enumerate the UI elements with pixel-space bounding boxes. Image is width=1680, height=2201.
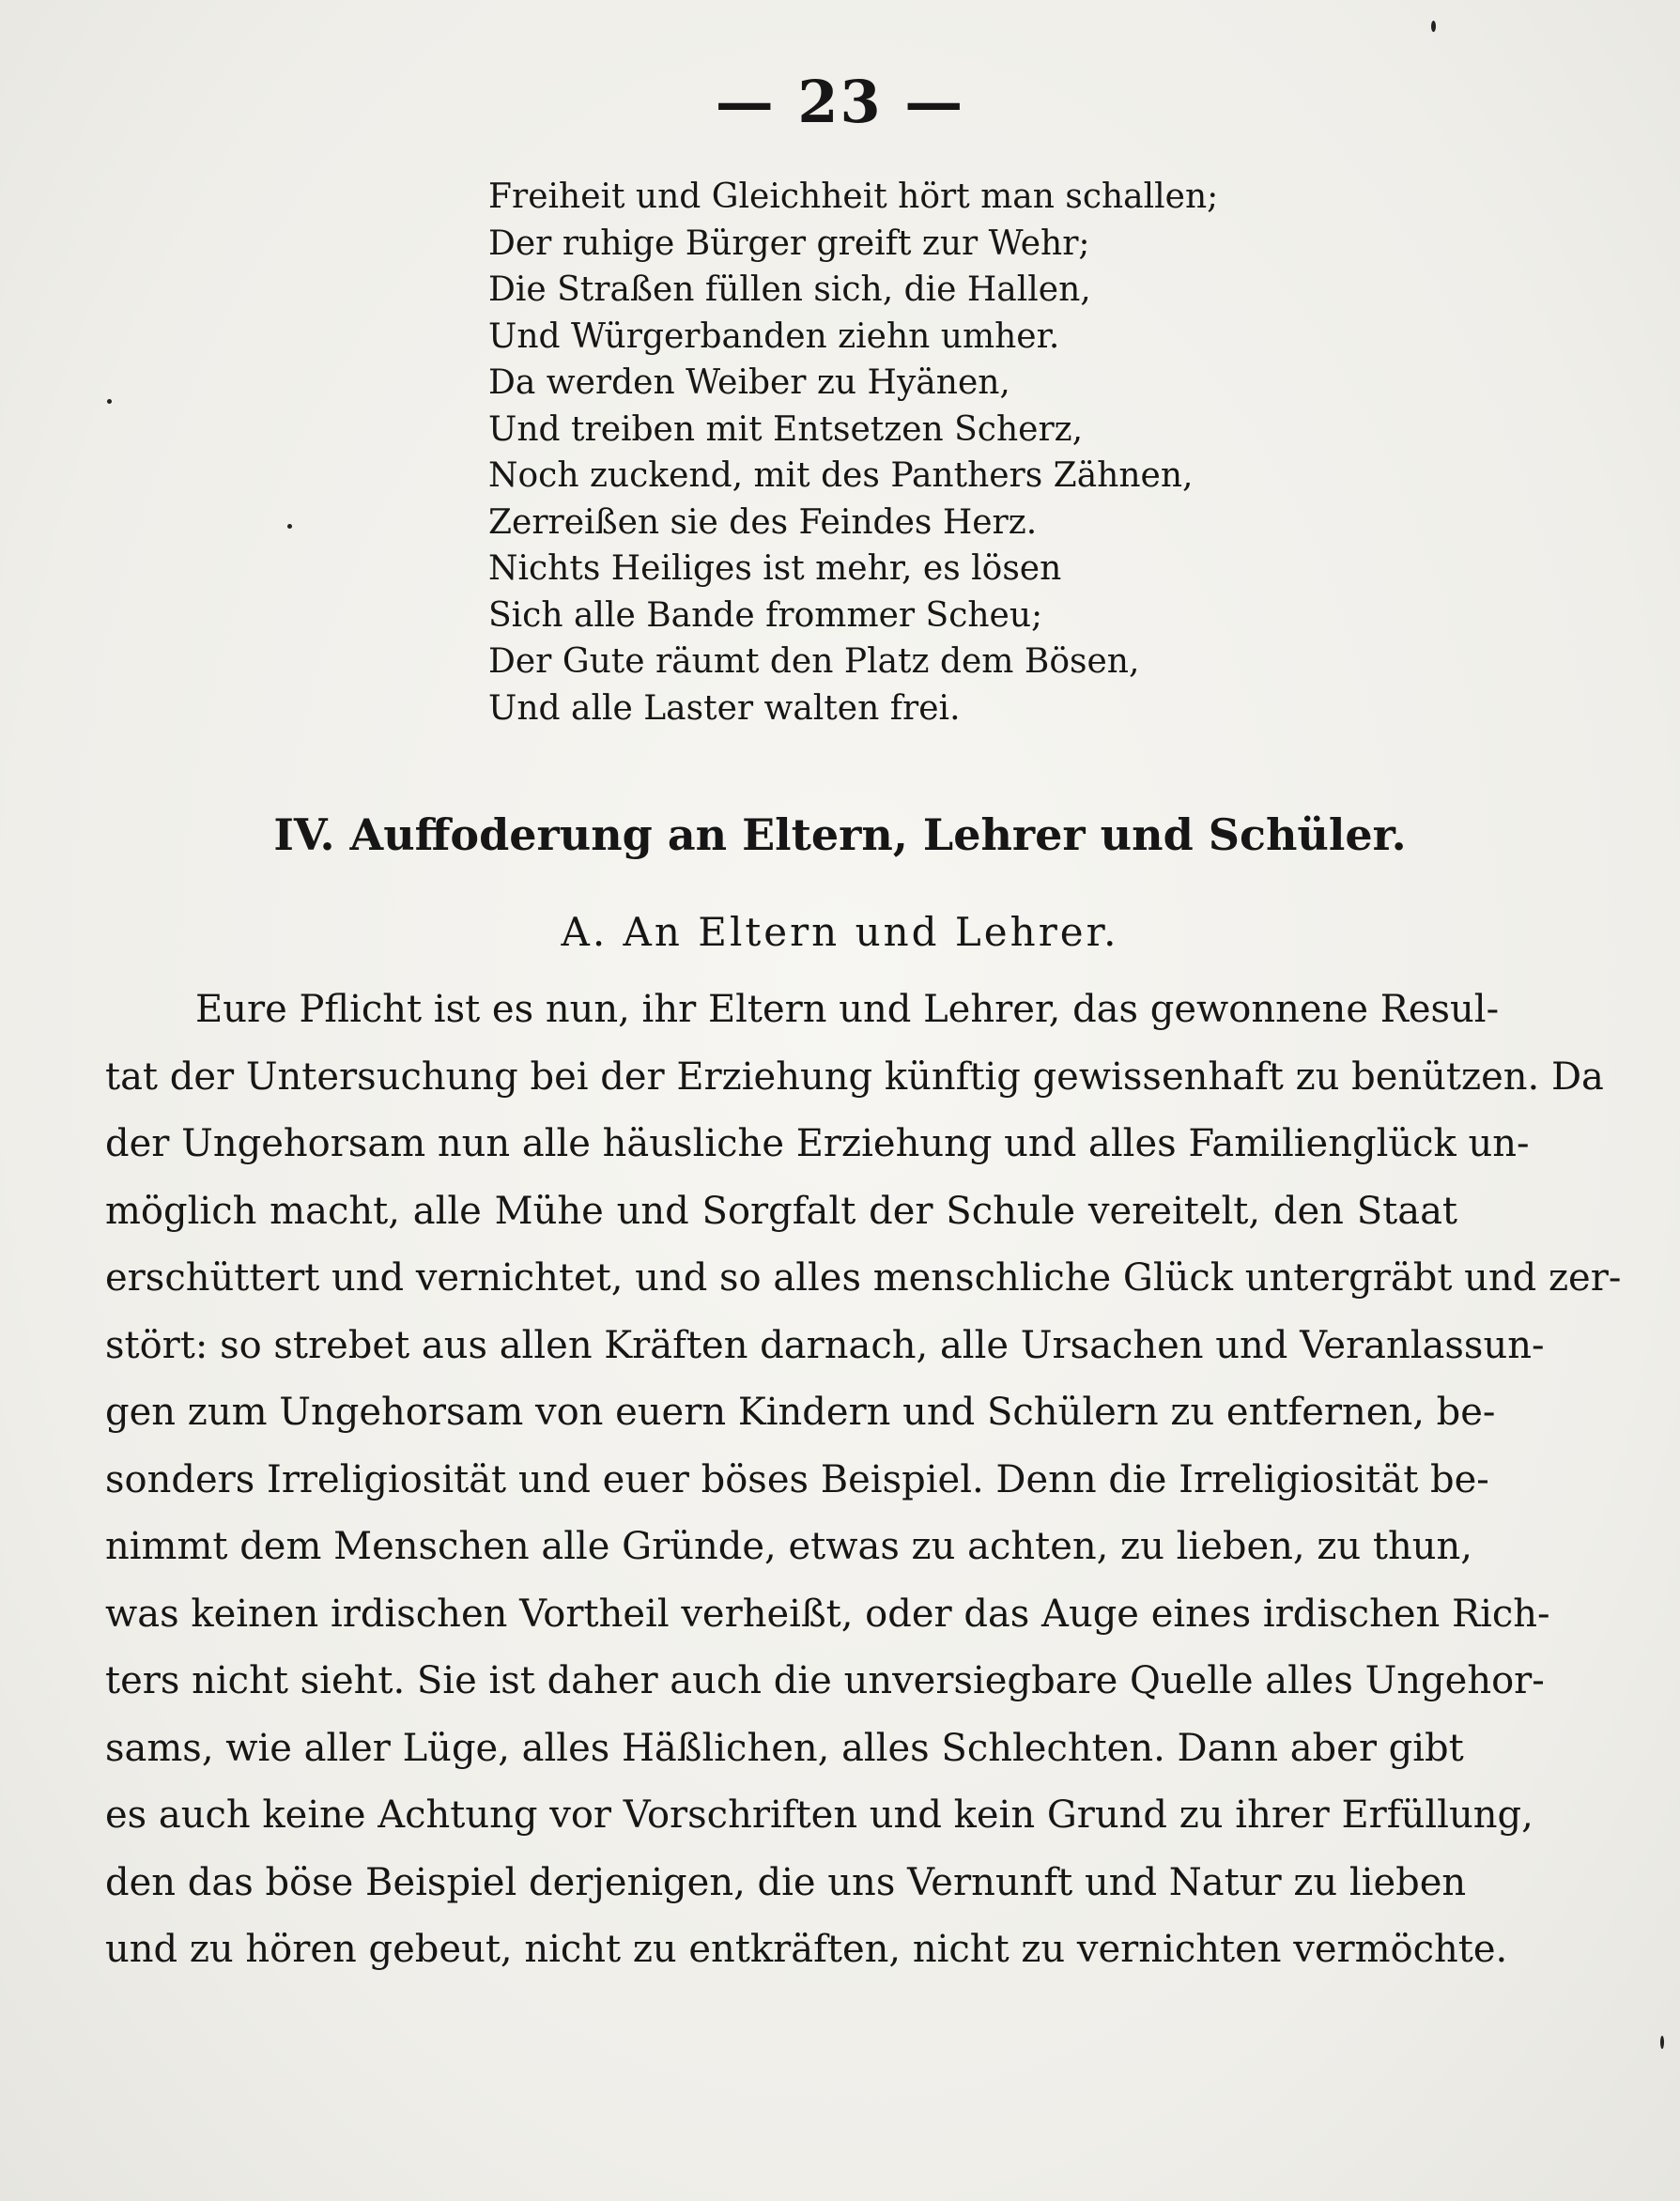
page-number: — 23 — [715, 68, 965, 136]
ink-speck [107, 399, 112, 404]
paragraph-line: möglich macht, alle Mühe und Sorgfalt der Schule vereitelt, den Staat [105, 1189, 1457, 1233]
body-paragraph [105, 977, 1622, 1984]
poem-line: Der ruhige Bürger greift zur Wehr; [488, 223, 1090, 263]
poem-line: Sich alle Bande frommer Scheu; [488, 595, 1043, 635]
poem-line: Zerreißen sie des Feindes Herz. [488, 502, 1038, 542]
paragraph-line: sams, wie aller Lüge, alles Häßlichen, alles Schlechten. Dann aber gibt [105, 1726, 1464, 1770]
poem-stanza [488, 174, 1258, 731]
paragraph-line: es auch keine Achtung vor Vorschriften und kein Grund zu ihrer Erfüllung, [105, 1793, 1534, 1837]
ink-speck [1431, 21, 1436, 32]
paragraph-line: erschüttert und vernichtet, und so alles menschliche Glück untergräbt und zer- [105, 1256, 1622, 1300]
poem-line: Freiheit und Gleichheit hört man schallen; [488, 177, 1219, 216]
ink-speck [287, 524, 292, 529]
paragraph-line: stört: so strebet aus allen Kräften darnach, alle Ursachen und Veranlassun- [105, 1323, 1545, 1367]
poem-line: Der Gute räumt den Platz dem Bösen, [488, 642, 1140, 681]
poem-line: Und treiben mit Entsetzen Scherz, [488, 409, 1084, 449]
paragraph-line: gen zum Ungehorsam von euern Kindern und Schülern zu entfernen, be- [105, 1391, 1496, 1434]
paragraph-line: Eure Pflicht ist es nun, ihr Eltern und Lehrer, das gewonnene Resul- [195, 988, 1500, 1031]
paragraph-line: und zu hören gebeut, nicht zu entkräften, nicht zu vernichten vermöchte. [105, 1928, 1508, 1971]
paragraph-line: tat der Untersuchung bei der Erziehung künftig gewissenhaft zu benützen. Da [105, 1054, 1604, 1099]
poem-line: Die Straßen füllen sich, die Hallen, [488, 270, 1091, 309]
section-heading: IV. Auffoderung an Eltern, Lehrer und Schüler. [273, 809, 1407, 860]
poem-line: Und Würgerbanden ziehn umher. [488, 316, 1060, 356]
poem-line: Und alle Laster walten frei. [488, 688, 961, 728]
poem-line: Noch zuckend, mit des Panthers Zähnen, [488, 456, 1194, 495]
paragraph-line: sonders Irreligiosität und euer böses Beispiel. Denn die Irreligiosität be- [105, 1457, 1489, 1501]
paragraph-line: nimmt dem Menschen alle Gründe, etwas zu achten, zu lieben, zu thun, [105, 1525, 1472, 1568]
poem-line: Nichts Heiliges ist mehr, es lösen [488, 549, 1062, 588]
paragraph-line: ters nicht sieht. Sie ist daher auch die unversiegbare Quelle alles Ungehor- [105, 1659, 1545, 1702]
paragraph-line: den das böse Beispiel derjenigen, die uns Vernunft und Natur zu lieben [105, 1860, 1467, 1904]
paragraph-line: was keinen irdischen Vortheil verheißt, oder das Auge eines irdischen Rich- [105, 1592, 1550, 1636]
ink-speck [1660, 2036, 1664, 2049]
poem-line: Da werden Weiber zu Hyänen, [488, 363, 1010, 402]
subheading: A. An Eltern und Lehrer. [561, 909, 1119, 955]
paragraph-line: der Ungehorsam nun alle häusliche Erziehung und alles Familienglück un- [105, 1122, 1530, 1165]
